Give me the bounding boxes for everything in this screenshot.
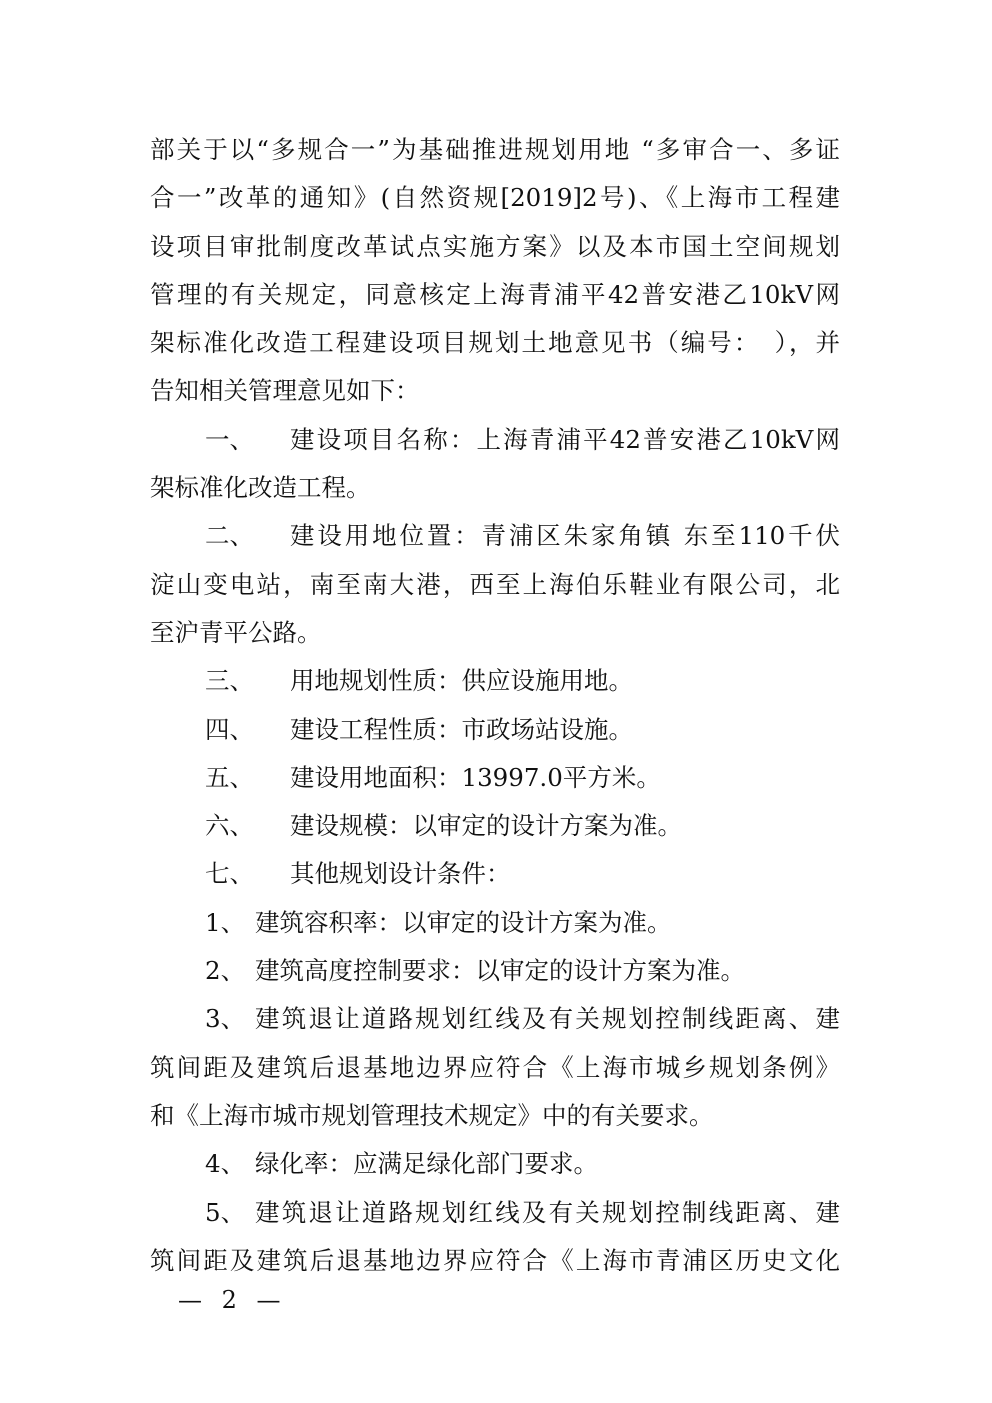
subitem-5: 5、 建筑退让道路规划红线及有关规划控制线距离、建 (205, 1197, 840, 1227)
text-line: 架标准化改造工程建设项目规划土地意见书（编号： ），并 (150, 328, 840, 358)
text-line: 淀山变电站，南至南大港，西至上海伯乐鞋业有限公司，北 (150, 569, 840, 599)
text-line: 告知相关管理意见如下： (150, 376, 420, 406)
text-line: 和《上海市城市规划管理技术规定》中的有关要求。 (150, 1100, 714, 1130)
subitem-1: 1、 建筑容积率：以审定的设计方案为准。 (205, 907, 672, 937)
subitem-3: 3、 建筑退让道路规划红线及有关规划控制线距离、建 (205, 1004, 840, 1034)
item-1: 一、 建设项目名称：上海青浦平42普安港乙10kV网 (205, 424, 840, 454)
text-line: 筑间距及建筑后退基地边界应符合《上海市城乡规划条例》 (150, 1052, 840, 1082)
text-line: 至沪青平公路。 (150, 617, 322, 647)
text-line: 筑间距及建筑后退基地边界应符合《上海市青浦区历史文化 (150, 1245, 840, 1275)
subitem-4: 4、 绿化率：应满足绿化部门要求。 (205, 1149, 598, 1179)
item-3: 三、 用地规划性质：供应设施用地。 (205, 666, 633, 696)
item-6: 六、 建设规模：以审定的设计方案为准。 (205, 811, 682, 841)
item-7: 七、 其他规划设计条件： (205, 859, 511, 889)
subitem-2: 2、 建筑高度控制要求：以审定的设计方案为准。 (205, 956, 745, 986)
item-5: 五、 建设用地面积：13997.0平方米。 (205, 762, 661, 792)
text-line: 合一”改革的通知》(自然资规[2019]2号)、《上海市工程建 (150, 183, 840, 213)
item-2: 二、 建设用地位置：青浦区朱家角镇 东至110千伏 (205, 521, 840, 551)
item-4: 四、 建设工程性质：市政场站设施。 (205, 714, 633, 744)
text-line: 设项目审批制度改革试点实施方案》以及本市国土空间规划 (150, 231, 840, 261)
text-line: 管理的有关规定，同意核定上海青浦平42普安港乙10kV网 (150, 279, 840, 309)
text-line: 架标准化改造工程。 (150, 473, 371, 503)
page-number: — 2 — (178, 1286, 287, 1314)
document-body (150, 126, 840, 1285)
text-line: 部关于以“多规合一”为基础推进规划用地 “多审合一、多证 (150, 135, 840, 164)
